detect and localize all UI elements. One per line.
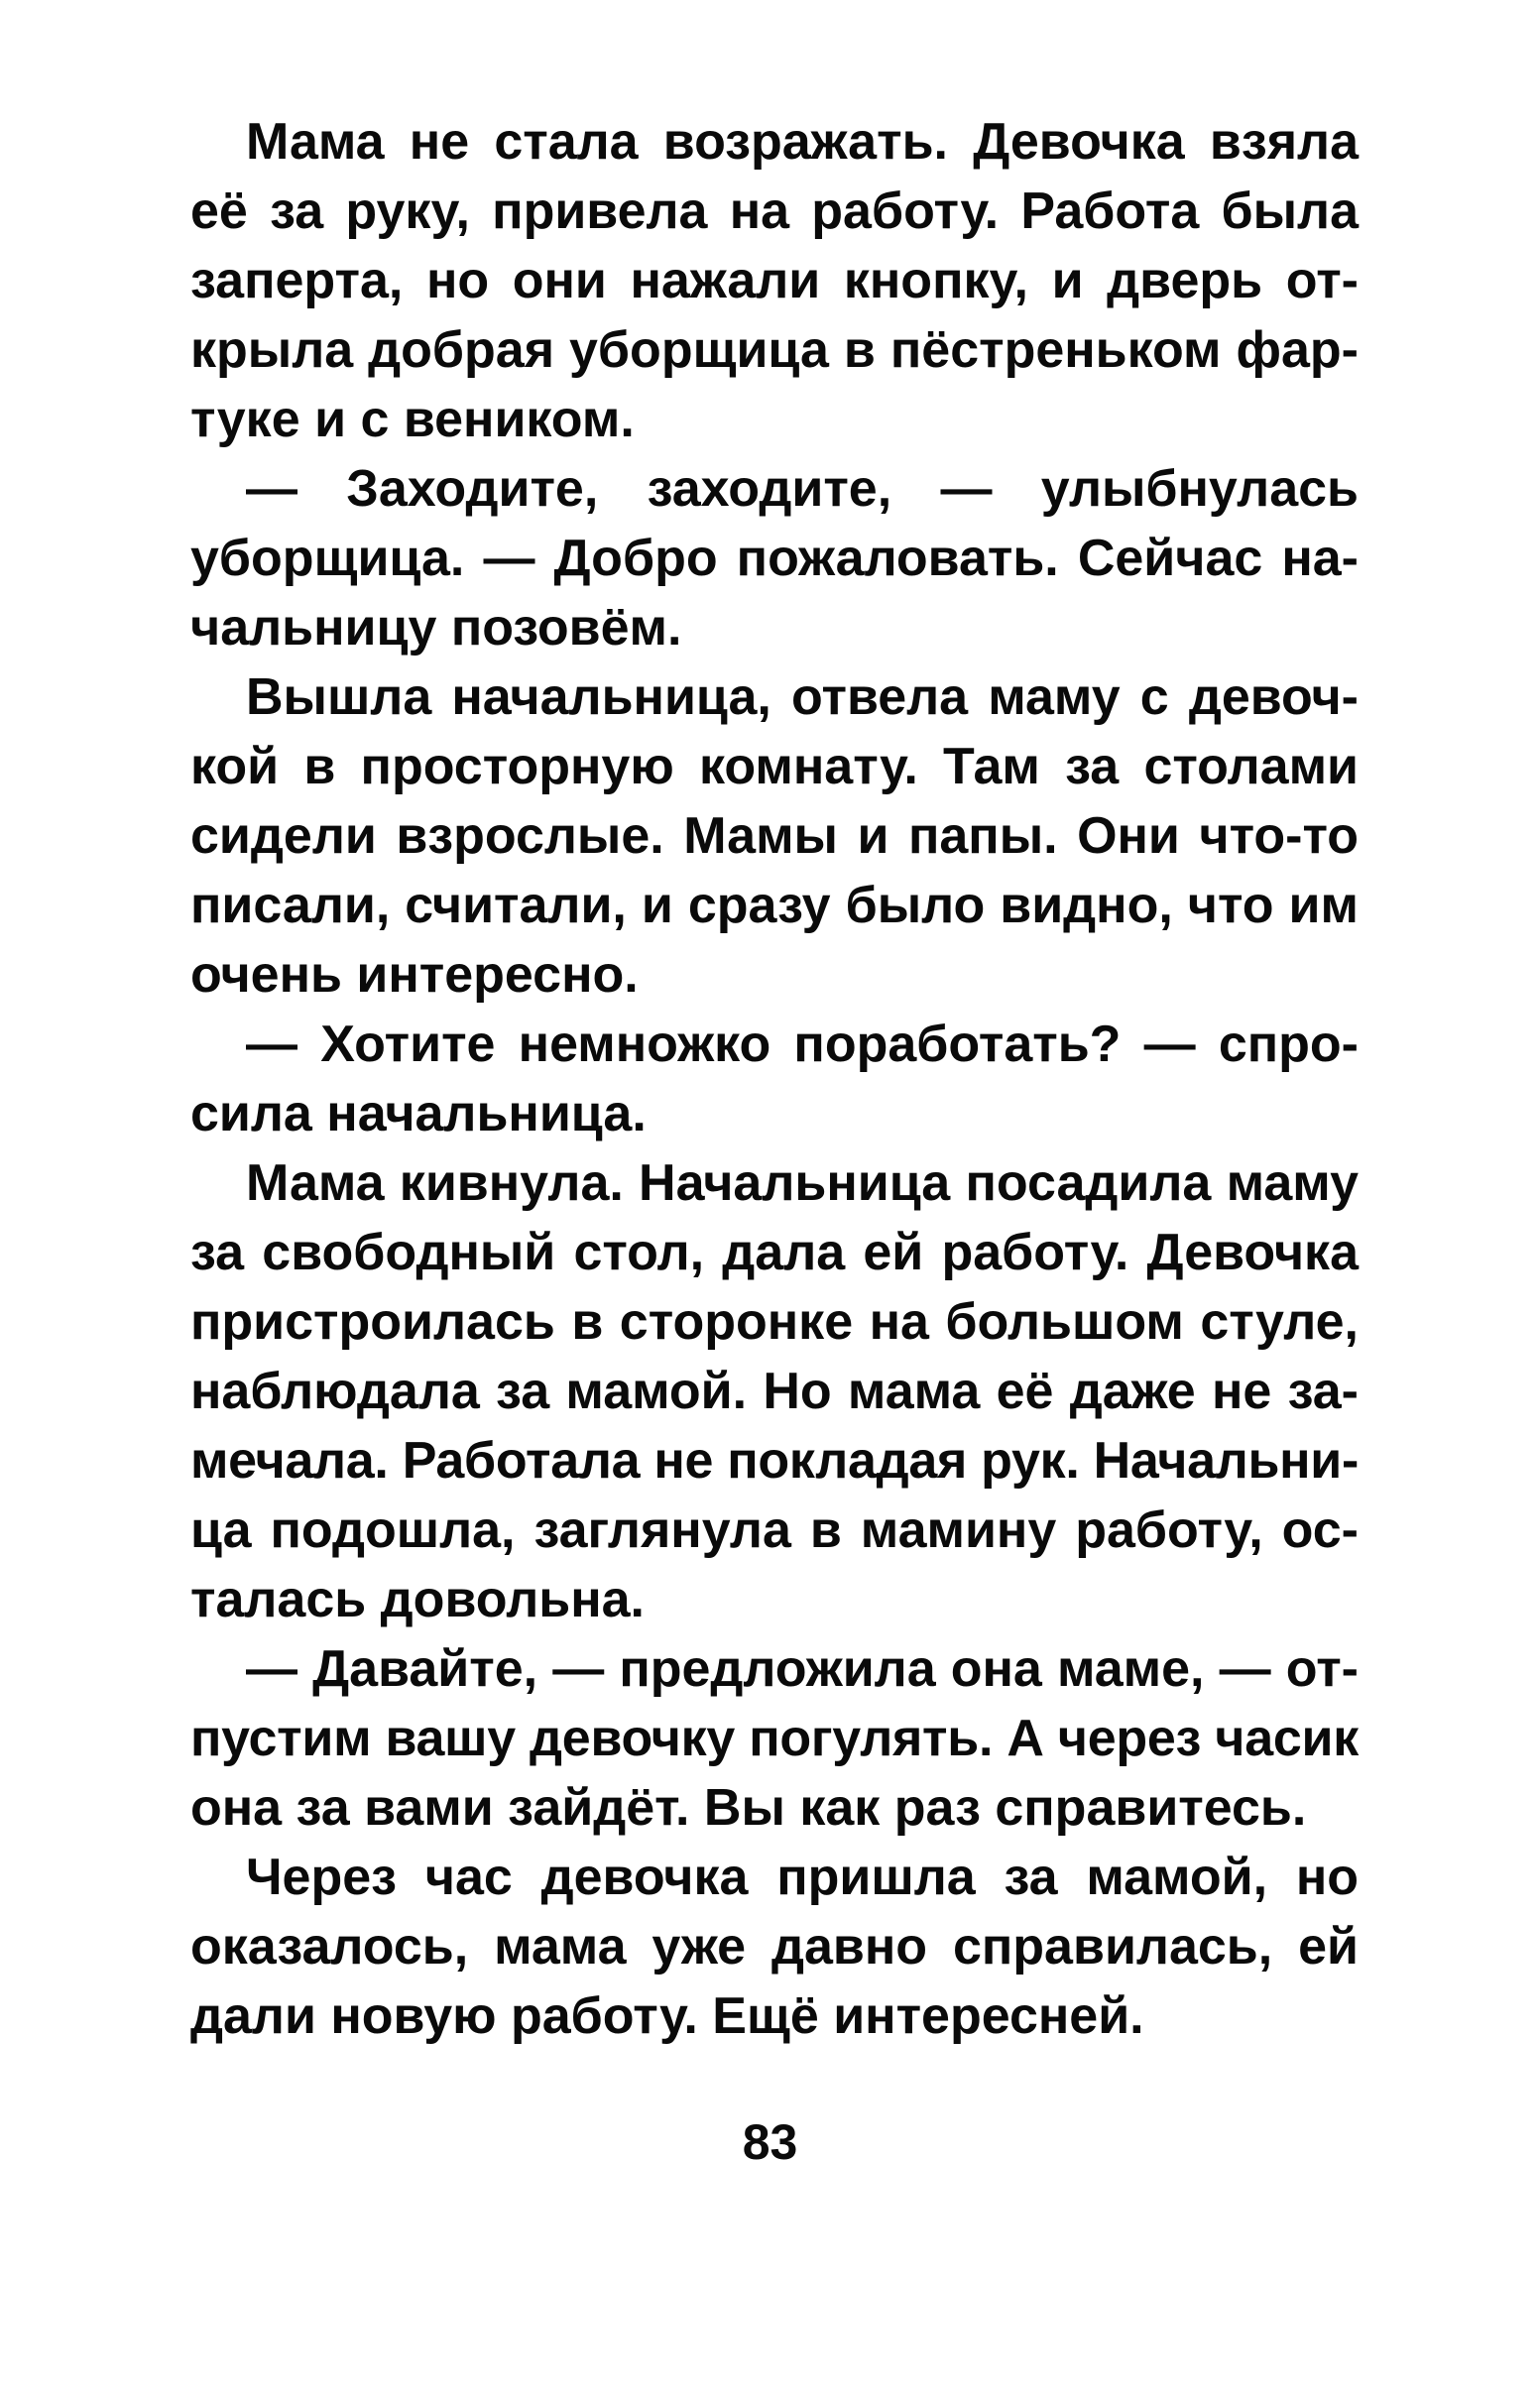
text-line: — Заходите, заходите, — улыбнулась <box>246 460 1359 518</box>
paragraph <box>190 107 1359 454</box>
paragraph <box>190 1010 1359 1148</box>
text-line: очень интересно. <box>190 946 639 1004</box>
text-line: за свободный стол, дала ей работу. Девочка <box>190 1224 1359 1281</box>
text-line: мечала. Работала не покладая рук. Начальни- <box>190 1432 1360 1490</box>
text-line: Мама не стала возражать. Девочка взяла <box>246 113 1359 171</box>
text-line: чальницу позовём. <box>190 599 682 657</box>
text-line: сидели взрослые. Мамы и папы. Они что-то <box>190 807 1359 865</box>
text-line: талась довольна. <box>190 1571 645 1628</box>
text-line: уборщица. — Добро пожаловать. Сейчас на- <box>190 530 1359 587</box>
text-line: кой в просторную комнату. Там за столами <box>190 738 1359 795</box>
text-line: пристроилась в сторонке на большом стуле, <box>190 1293 1359 1351</box>
text-line: писали, считали, и сразу было видно, что им <box>190 877 1359 934</box>
text-line: Через час девочка пришла за мамой, но <box>246 1849 1359 1906</box>
body-text <box>190 107 1359 2051</box>
text-line: — Хотите немножко поработать? — спро- <box>246 1016 1359 1073</box>
text-line: сила начальница. <box>190 1085 647 1142</box>
text-line: оказалось, мама уже давно справилась, ей <box>190 1918 1359 1976</box>
text-line: — Давайте, — предложила она маме, — от- <box>246 1640 1359 1698</box>
text-line: заперта, но они нажали кнопку, и дверь от- <box>190 252 1359 309</box>
paragraph <box>190 662 1359 1010</box>
paragraph <box>190 454 1359 662</box>
text-line: ца подошла, заглянула в мамину работу, ос- <box>190 1501 1359 1559</box>
paragraph <box>190 1634 1359 1843</box>
text-line: пустим вашу девочку погулять. А через часик <box>190 1710 1359 1767</box>
text-line: Вышла начальница, отвела маму с девоч- <box>246 668 1359 726</box>
text-line: туке и с веником. <box>190 391 635 448</box>
text-line: Мама кивнула. Начальница посадила маму <box>246 1154 1359 1212</box>
text-line: она за вами зайдёт. Вы как раз справитесь. <box>190 1779 1307 1837</box>
page-number: 83 <box>742 2114 798 2170</box>
text-line: крыла добрая уборщица в пёстреньком фар- <box>190 321 1359 379</box>
text-line: дали новую работу. Ещё интересней. <box>190 1987 1144 2045</box>
paragraph <box>190 1843 1359 2051</box>
text-line: наблюдала за мамой. Но мама её даже не за- <box>190 1363 1359 1420</box>
paragraph <box>190 1148 1359 1634</box>
text-line: её за руку, привела на работу. Работа была <box>190 182 1359 240</box>
